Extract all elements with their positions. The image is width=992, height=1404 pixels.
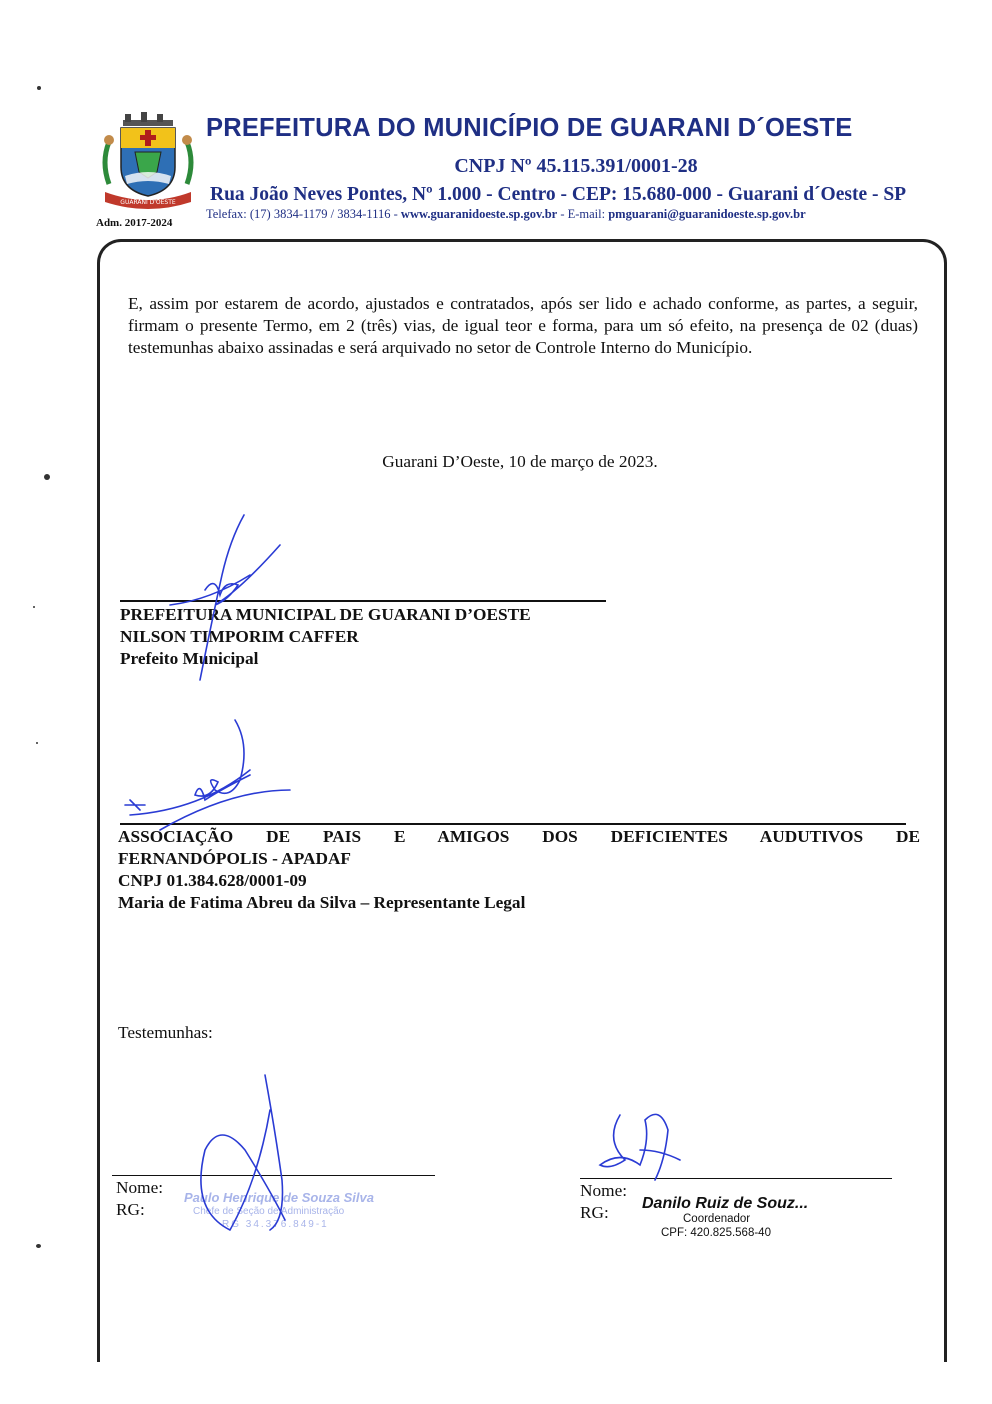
signatory-1-entity: PREFEITURA MUNICIPAL DE GUARANI D’OESTE xyxy=(120,605,531,624)
municipal-crest xyxy=(95,112,201,212)
witness-1-block xyxy=(116,1177,163,1221)
scan-artifact xyxy=(37,86,41,90)
signatory-2-entity: ASSOCIAÇÃO DE PAIS E AMIGOS DOS DEFICIENTES AUDUTIVOS DE xyxy=(118,827,920,846)
letterhead-cnpj: CNPJ Nº 45.115.391/0001-28 xyxy=(454,155,698,177)
place-date: Guarani D’Oeste, 10 de março de 2023. xyxy=(382,452,658,471)
signatory-block-1 xyxy=(120,604,531,670)
signature-line-2 xyxy=(120,823,906,825)
witness-2-stamp-name: Danilo Ruiz de Souz... xyxy=(642,1195,809,1212)
scan-artifact xyxy=(36,1244,41,1248)
witness-2-rg-label: RG: xyxy=(580,1203,609,1222)
signatory-1-name: NILSON TIMPORIM CAFFER xyxy=(120,627,359,646)
witness-2-line xyxy=(580,1178,892,1179)
witness-2-block xyxy=(580,1180,627,1224)
signatory-1-role: Prefeito Municipal xyxy=(120,649,259,668)
closing-paragraph: E, assim por estarem de acordo, ajustados e contratados, após ser lido e achado conforme, as partes, a seguir, firmam o presente Termo, em 2 (três) vias, de igual teor e forma, para um só efeito, na presença de 02 (duas) testemunhas abaixo assinadas e será arquivado no setor de Controle Interno do Município. xyxy=(128,294,918,357)
signature-line-1 xyxy=(120,600,606,602)
scan-artifact xyxy=(33,606,35,608)
letterhead-contact xyxy=(206,207,806,222)
witness-2-stamp-role: Coordenador xyxy=(683,1213,751,1225)
email-label: - E-mail: xyxy=(557,207,609,221)
administration-period: Adm. 2017-2024 xyxy=(96,217,173,229)
scan-artifact xyxy=(36,742,38,744)
signatory-2-entity-line2: FERNANDÓPOLIS - APADAF xyxy=(118,849,351,868)
witness-1-rg-label: RG: xyxy=(116,1200,145,1219)
signatory-2-cnpj: CNPJ 01.384.628/0001-09 xyxy=(118,871,307,890)
witness-1-stamp-name: Paulo Henrique de Souza Silva xyxy=(184,1190,374,1205)
phone-text: Telefax: (17) 3834-1179 / 3834-1116 - xyxy=(206,207,401,221)
witnesses-heading: Testemunhas: xyxy=(118,1023,213,1042)
signatory-block-2 xyxy=(118,826,920,914)
email-link[interactable]: pmguarani@guaranidoeste.sp.gov.br xyxy=(608,207,806,221)
witness-1-stamp-rg: RG 34.376.849-1 xyxy=(222,1219,329,1230)
website-link[interactable]: www.guaranidoeste.sp.gov.br xyxy=(400,207,558,221)
witness-1-line xyxy=(112,1175,435,1176)
crest-banner-text: GUARANI D'OESTE xyxy=(120,199,176,206)
letterhead-address: Rua João Neves Pontes, Nº 1.000 - Centro - CEP: 15.680-000 - Guarani d´Oeste - SP xyxy=(210,184,907,205)
witness-1-name-label: Nome: xyxy=(116,1178,164,1197)
letterhead-title: PREFEITURA DO MUNICÍPIO DE GUARANI D´OESTE xyxy=(206,114,853,142)
witness-1-stamp-role: Chefe de Seção de Administração xyxy=(193,1206,345,1217)
witness-2-name-label: Nome: xyxy=(580,1181,628,1200)
scan-artifact xyxy=(44,474,50,480)
witness-2-stamp-cpf: CPF: 420.825.568-40 xyxy=(661,1227,771,1239)
signatory-2-representative: Maria de Fatima Abreu da Silva – Representante Legal xyxy=(118,893,526,912)
